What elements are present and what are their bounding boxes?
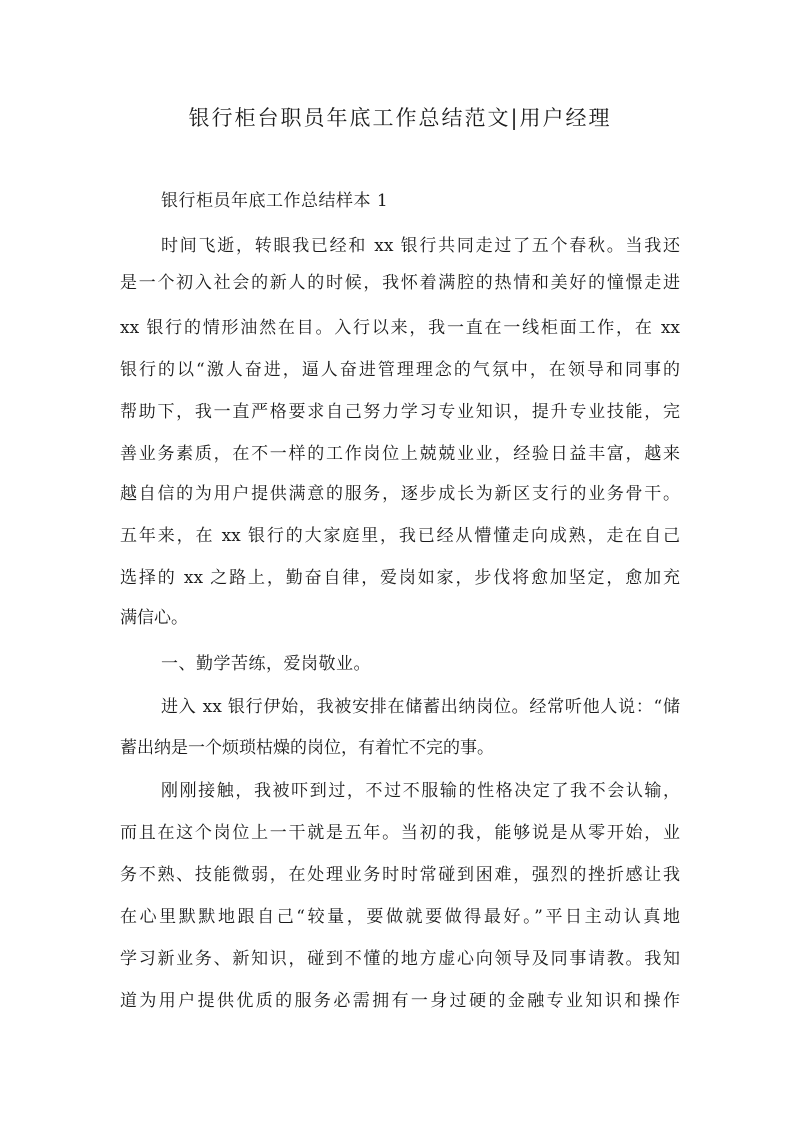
paragraph-line: 满信心。: [120, 608, 188, 628]
paragraph-line: 越自信的为用户提供满意的服务，逐步成长为新区支行的业务骨干。: [120, 484, 680, 504]
paragraph-line: 在心里默默地跟自己“较量，要做就要做得最好。”平日主动认真地: [120, 907, 680, 927]
paragraph-line: 学习新业务、新知识，碰到不懂的地方虚心向领导及同事请教。我知: [120, 949, 680, 969]
paragraph-line: 进入 xx 银行伊始，我被安排在储蓄出纳岗位。经常听他人说：“储: [161, 697, 680, 717]
paragraph-line: 帮助下，我一直严格要求自己努力学习专业知识，提升专业技能，完: [120, 402, 680, 422]
paragraph-line: 选择的 xx 之路上，勤奋自律，爱岗如家，步伐将愈加坚定，愈加充: [120, 568, 680, 588]
paragraph-line: 而且在这个岗位上一干就是五年。当初的我，能够说是从零开始，业: [120, 823, 680, 843]
paragraph-line: 务不熟、技能微弱，在处理业务时时常碰到困难，强烈的挫折感让我: [120, 865, 680, 885]
section-heading: 银行柜员年底工作总结样本 1: [161, 191, 389, 211]
paragraph-line: xx 银行的情形油然在目。入行以来，我一直在一线柜面工作，在 xx: [120, 318, 680, 338]
document-title: 银行柜台职员年底工作总结范文|用户经理: [188, 106, 612, 130]
section-heading: 一、勤学苦练，爱岗敬业。: [161, 654, 371, 674]
paragraph-line: 刚刚接触，我被吓到过，不过不服输的性格决定了我不会认输，: [161, 781, 680, 801]
paragraph-line: 五年来，在 xx 银行的大家庭里，我已经从懵懂走向成熟，走在自己: [120, 526, 680, 546]
paragraph-line: 银行的以“激人奋进，逼人奋进管理理念的气氛中，在领导和同事的: [120, 360, 680, 380]
paragraph-line: 是一个初入社会的新人的时候，我怀着满腔的热情和美好的憧憬走进: [120, 273, 680, 293]
paragraph-line: 时间飞逝，转眼我已经和 xx 银行共同走过了五个春秋。当我还: [161, 236, 680, 256]
paragraph-line: 道为用户提供优质的服务必需拥有一身过硬的金融专业知识和操作: [120, 991, 680, 1011]
paragraph-line: 善业务素质，在不一样的工作岗位上兢兢业业，经验日益丰富，越来: [120, 444, 680, 464]
paragraph-line: 蓄出纳是一个烦琐枯燥的岗位，有着忙不完的事。: [120, 738, 494, 758]
